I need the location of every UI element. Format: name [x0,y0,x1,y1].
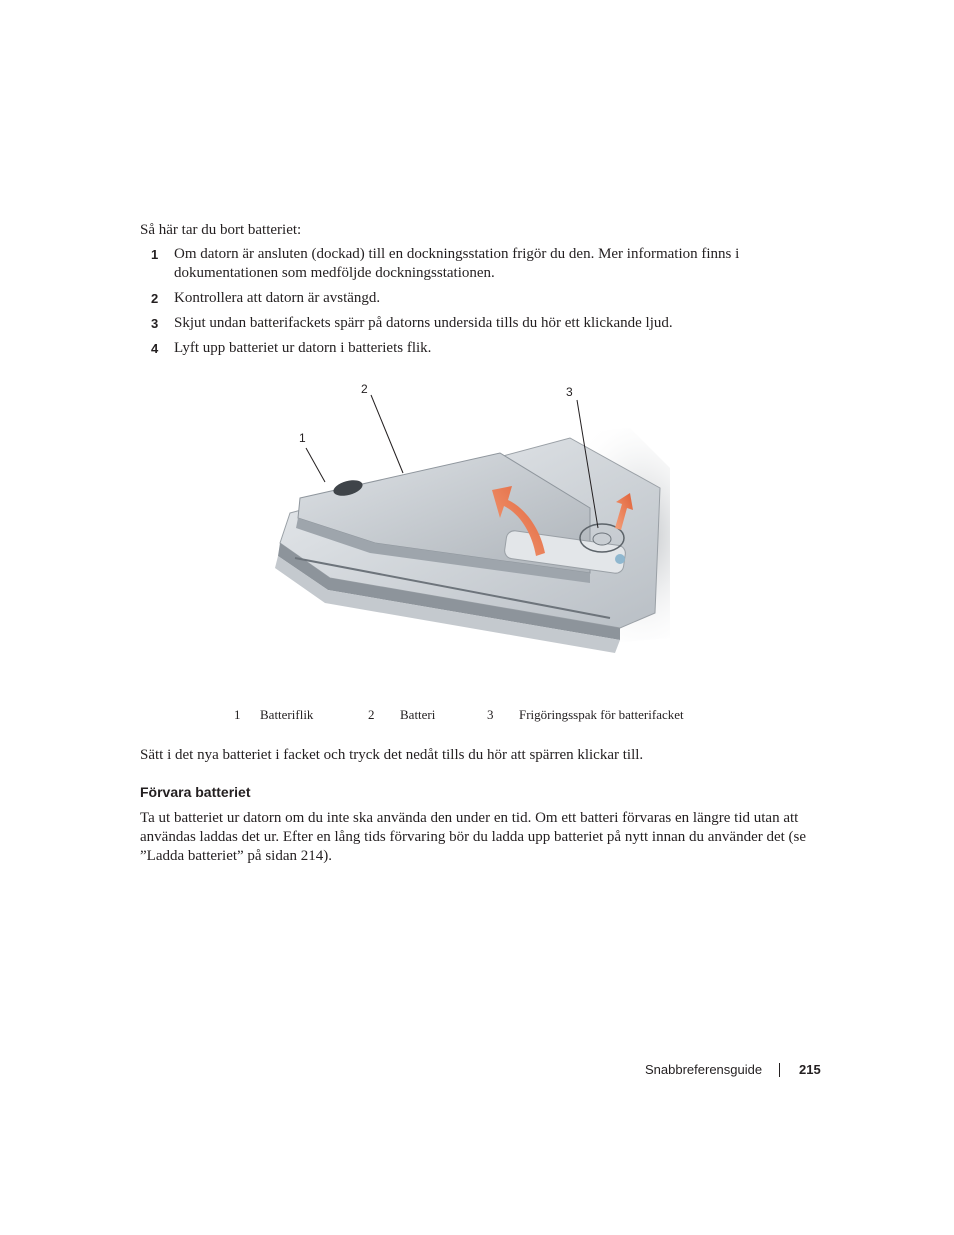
legend-label: Frigöringsspak för batterifacket [519,707,684,722]
step-number: 4 [151,341,159,356]
insert-instruction: Sätt i det nya batteriet i facket och tryck det nedåt tills du hör att spärren klickar till. [140,747,644,763]
section-paragraph: Ta ut batteriet ur datorn om du inte ska använda den under en tid. Om ett batteri förvaras en längre tid utan att användas laddas det ur. Efter en lång tids förvaring bör du ladda upp batteriet på nytt innan du använder det (se ”Ladda batteriet” på sidan 214). [140,810,807,864]
footer-divider [779,1063,780,1077]
step-text: Om datorn är ansluten (dockad) till en dockningsstation frigör du den. Mer information finns i dokumentationen som medföljde dockningsstationen. [174,246,740,281]
callout-line-2 [371,395,403,473]
callout-label: 2 [361,382,368,396]
step-item [140,314,820,333]
callout-label: 1 [299,431,306,445]
footer-guide-name: Snabbreferensguide [645,1062,763,1077]
step-number: 3 [151,316,159,331]
step-text: Skjut undan batterifackets spärr på datorns undersida tills du hör ett klickande ljud. [174,315,673,331]
legend-label: Batteri [400,707,436,722]
step-item [140,245,820,283]
legend-number: 1 [234,707,241,722]
intro-text: Så här tar du bort batteriet: [140,222,302,238]
step-item [140,339,820,358]
step-item [140,289,820,308]
legend-number: 2 [368,707,375,722]
step-text: Kontrollera att datorn är avstängd. [174,290,381,306]
step-number: 1 [151,247,159,262]
section-heading: Förvara batteriet [140,784,251,800]
step-text: Lyft upp batteriet ur datorn i batteriets flik. [174,340,432,356]
step-list [140,245,820,364]
callout-line-1 [306,448,325,482]
step-number: 2 [151,291,159,306]
page-number: 215 [799,1062,821,1077]
callout-label: 3 [566,385,573,399]
battery-removal-illustration [270,378,680,678]
legend-label: Batteriflik [260,707,314,722]
legend-number: 3 [487,707,494,722]
